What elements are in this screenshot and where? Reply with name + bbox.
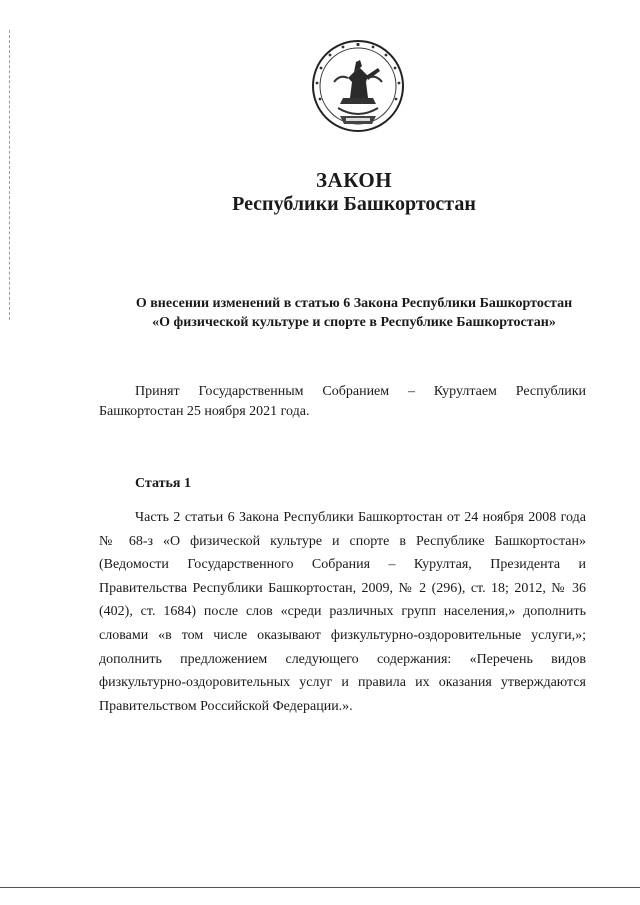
bottom-rule — [0, 887, 640, 888]
law-heading-line-2: «О физической культуре и спорте в Республике Башкортостан» — [152, 315, 556, 330]
adoption-note: Принят Государственным Собранием – Курултаем Республики Башкортостан 25 ноября 2021 года. — [99, 384, 586, 419]
article-body: Часть 2 статьи 6 Закона Республики Башкортостан от 24 ноября 2008 года № 68-з «О физической культуре и спорте в Республике Башкортостан» (Ведомости Государственного Собрания – Курултая, Президента и Правительства Республики Башкортостан, 2009, № 2 (296), ст. 18; 2012, № 36 (402), ст. 1684) после слов «среди различных групп населения,» дополнить словами «в том числе оказывают физкультурно-оздоровительные услуги,»; дополнить предложением следующего содержания: «Перечень видов физкультурно-оздоровительных услуг и правила их оказания утверждаются Правительством Российской Федерации.». — [99, 510, 586, 714]
document-subtitle: Республики Башкортостан — [232, 193, 476, 215]
law-heading — [100, 294, 608, 332]
coat-of-arms-icon — [310, 38, 406, 134]
document-title: ЗАКОН — [315, 168, 393, 192]
law-heading-line-1: О внесении изменений в статью 6 Закона Республики Башкортостан — [135, 296, 573, 311]
article-title: Статья 1 — [135, 476, 191, 491]
